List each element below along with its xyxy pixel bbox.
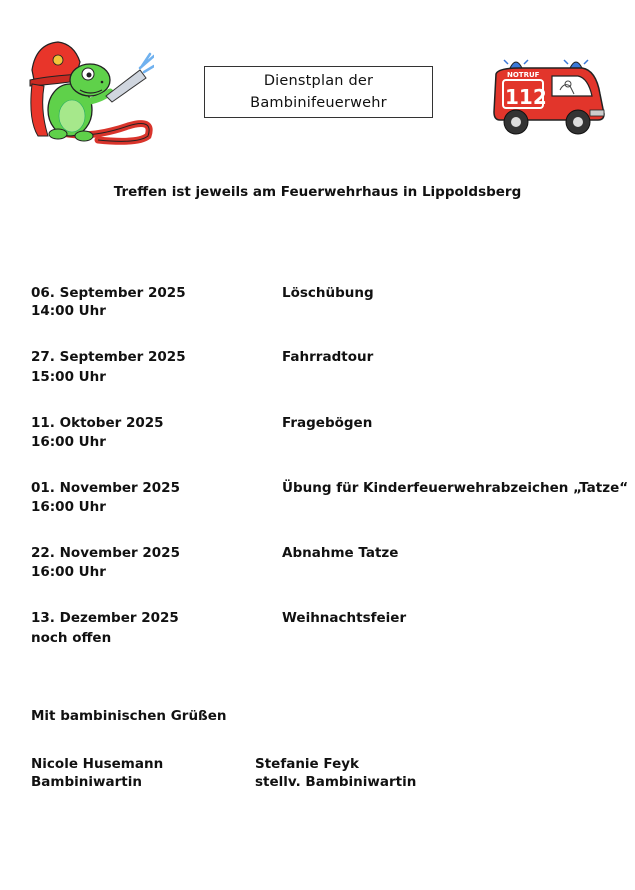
title-line-2: Bambinifeuerwehr [250,95,387,111]
meeting-location: Treffen ist jeweils am Feuerwehrhaus in Lippoldsberg [113,184,522,200]
entry-event: Fahrradtour [282,349,374,365]
entry-time: 14:00 Uhr [31,303,106,319]
entry-event: Weihnachtsfeier [282,610,407,626]
truck-label: NOTRUF [507,71,540,79]
entry-time: 16:00 Uhr [31,564,106,580]
dragon-firefighter-logo [28,40,154,148]
entry-date: 22. November 2025 [31,545,180,561]
entry-event: Übung für Kinderfeuerwehrabzeichen „Tatze“ [282,480,629,496]
title-line-1: Dienstplan der [263,73,374,89]
entry-date: 13. Dezember 2025 [31,610,179,626]
closing-greeting: Mit bambinischen Grüßen [31,708,227,724]
entry-date: 01. November 2025 [31,480,180,496]
entry-time: noch offen [31,630,112,646]
signature-role: stellv. Bambiniwartin [255,774,417,790]
entry-event: Abnahme Tatze [282,545,399,561]
entry-event: Fragebögen [282,415,373,431]
title-box [204,66,433,118]
signature-role: Bambiniwartin [31,774,142,790]
entry-date: 27. September 2025 [31,349,186,365]
entry-time: 16:00 Uhr [31,434,106,450]
signature-name: Stefanie Feyk [255,756,360,772]
entry-date: 06. September 2025 [31,285,186,301]
fire-truck-112-logo [490,54,610,140]
entry-date: 11. Oktober 2025 [31,415,164,431]
entry-time: 15:00 Uhr [31,369,106,385]
entry-event: Löschübung [282,285,374,301]
truck-number: 112 [505,85,547,109]
signature-name: Nicole Husemann [31,756,164,772]
entry-time: 16:00 Uhr [31,499,106,515]
